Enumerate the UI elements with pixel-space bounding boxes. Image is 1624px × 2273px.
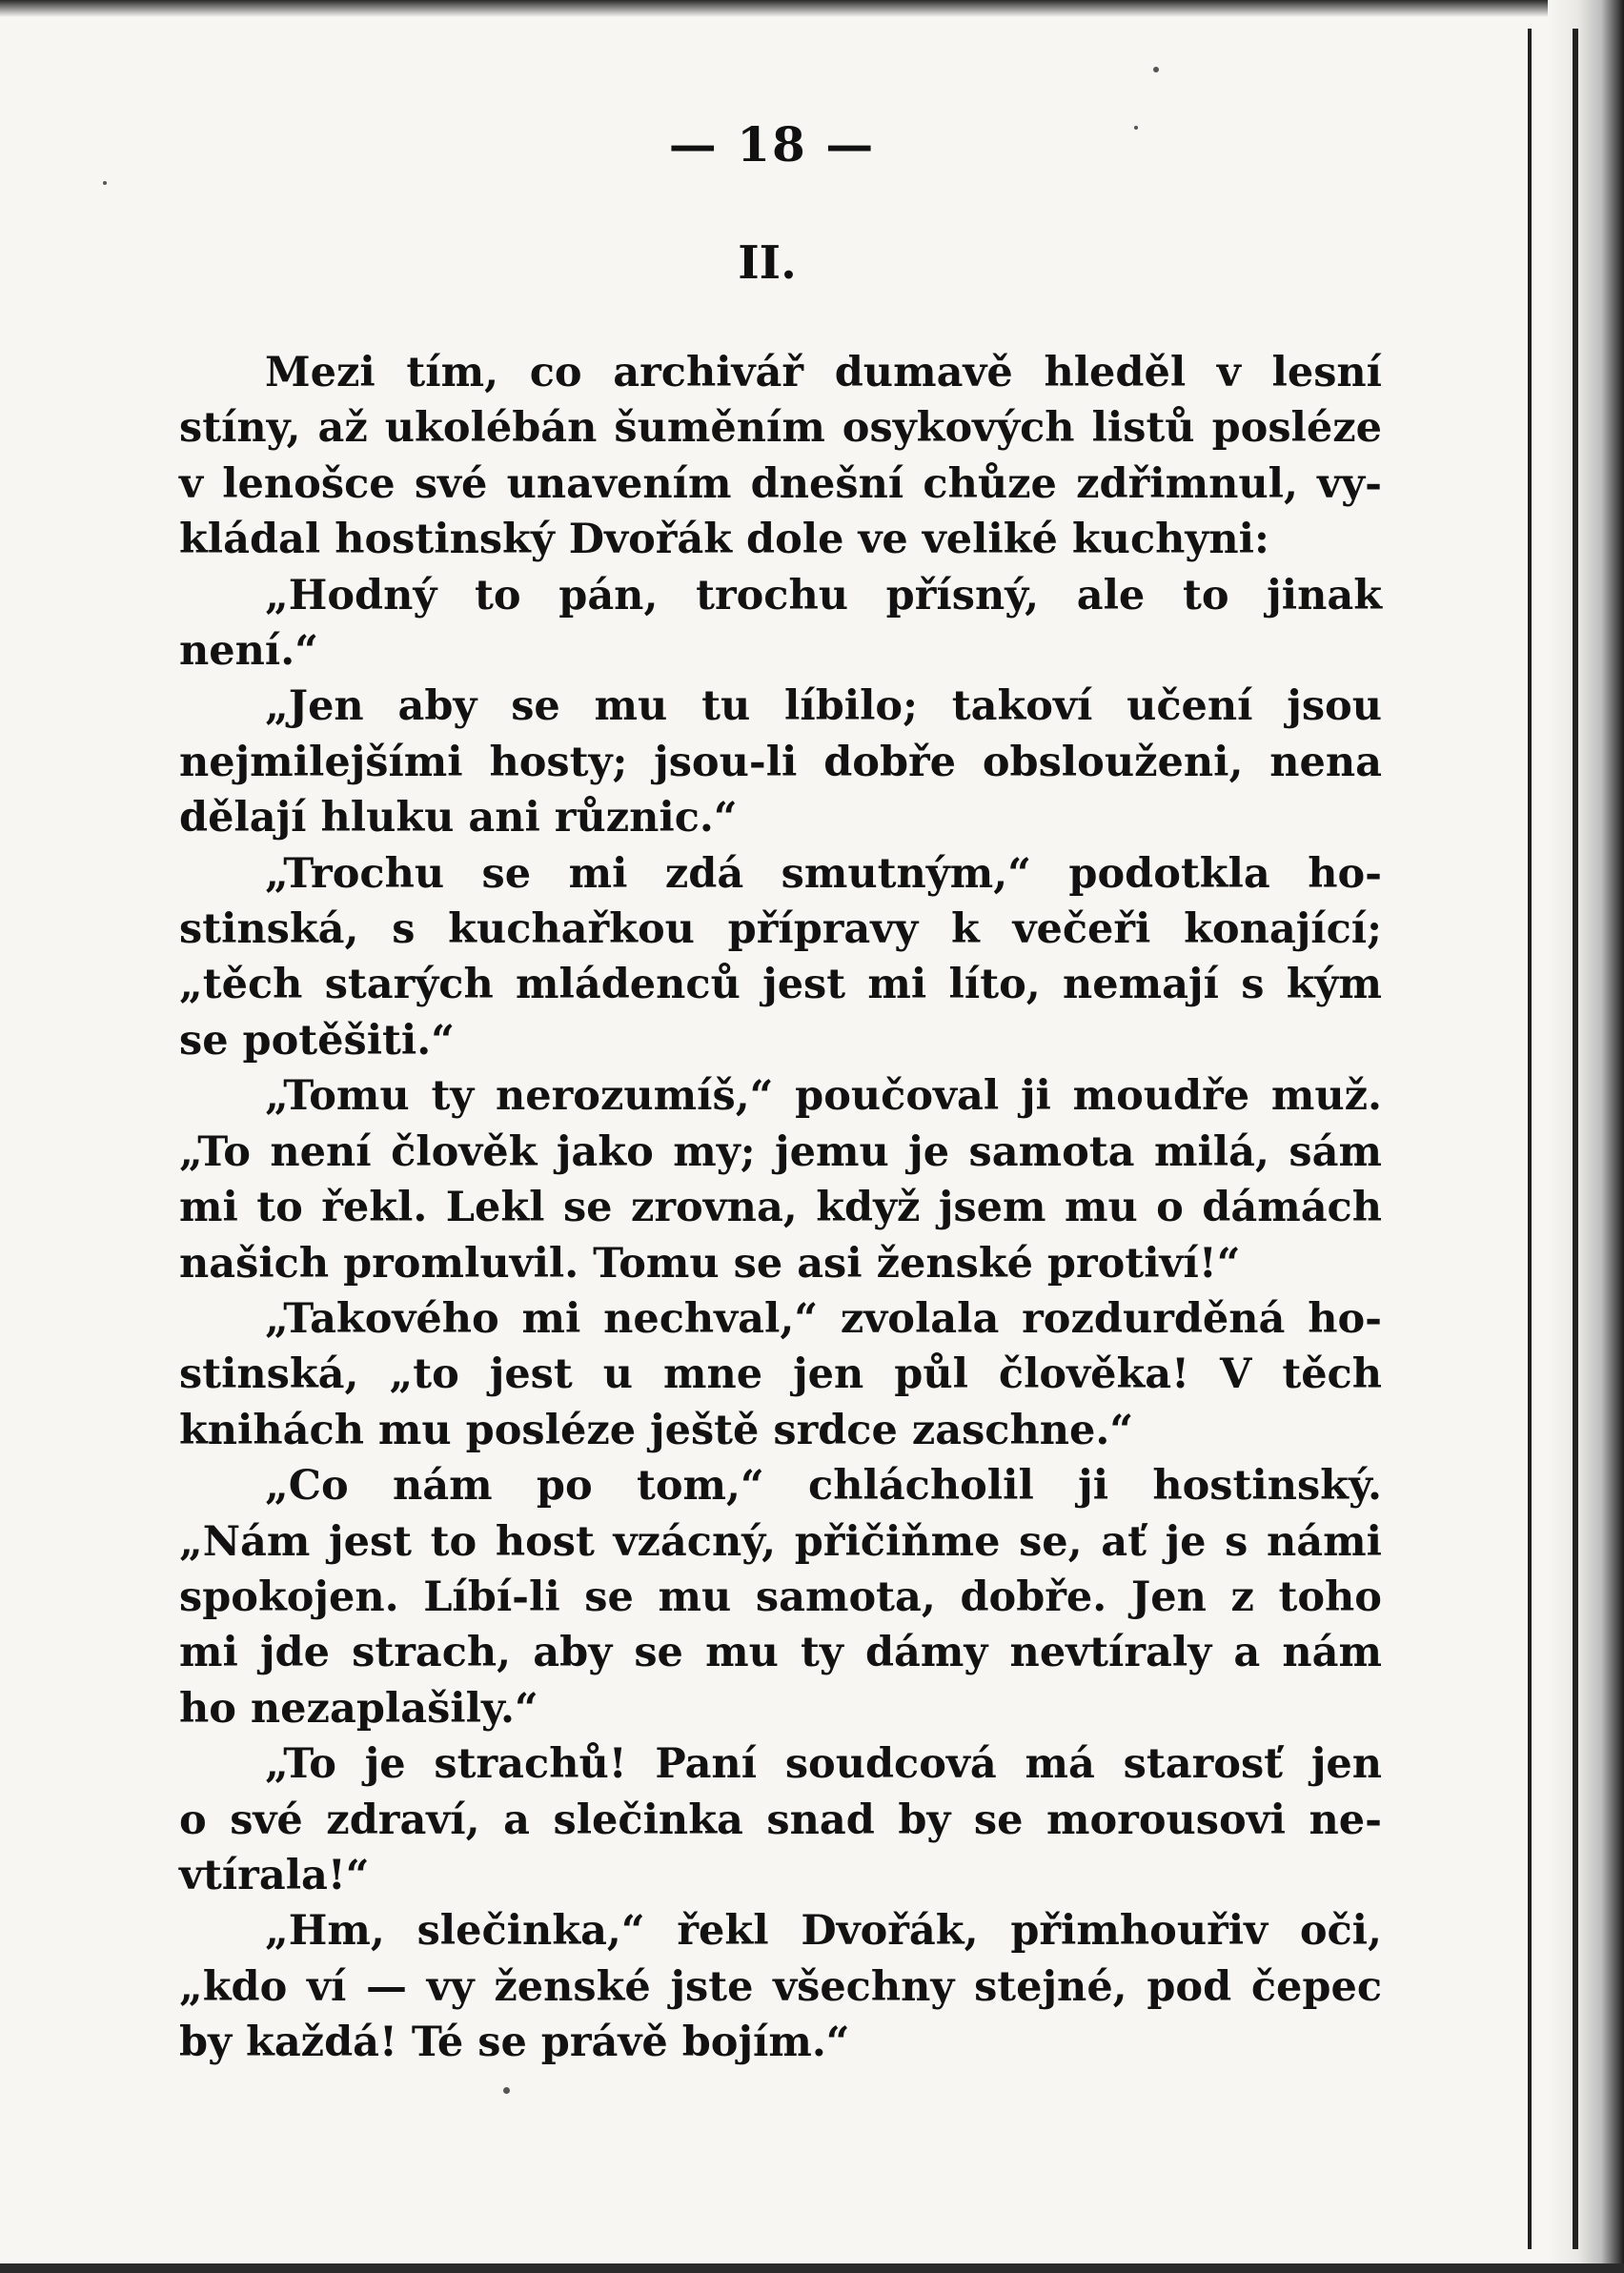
paragraph [179, 679, 1382, 845]
page-number: — 18 — [668, 116, 876, 173]
paragraph [179, 1068, 1382, 1291]
paragraph [179, 1458, 1382, 1736]
paragraph [179, 1291, 1382, 1458]
text-line: „Trochu se mi zdá smutným,“ podotkla ho- [265, 849, 1382, 898]
text-line: by každá! Té se právě bojím.“ [179, 2019, 850, 2067]
text-line: stíny, až ukolébán šuměním osykových listů posléze [179, 404, 1382, 453]
text-line: nejmilejšími hosty; jsou-li dobře obslouženi, nena [179, 738, 1382, 786]
text-line: Mezi tím, co archivář dumavě hleděl v lesní [265, 349, 1382, 396]
text-line: „Hm, slečinka,“ řekl Dvořák, přimhouřiv oči, [265, 1907, 1382, 1956]
text-line: „To není člověk jako my; jemu je samota milá, sám [179, 1127, 1382, 1176]
text-line: stinská, s kuchařkou přípravy k večeři konající; [179, 905, 1382, 954]
page-bottom-edge [0, 2263, 1624, 2273]
text-line: „Takového mi nechval,“ zvolala rozdurděná ho- [265, 1294, 1382, 1343]
text-line: „Jen aby se mu tu líbilo; takoví učení jsou [265, 682, 1382, 731]
text-line: vtírala!“ [179, 1851, 370, 1899]
body-text [179, 345, 1382, 2071]
text-line: ho nezaplašily.“ [179, 1684, 538, 1733]
text-line: „kdo ví — vy ženské jste všechny stejné, pod čepec [179, 1962, 1382, 2011]
text-line: spokojen. Líbí-li se mu samota, dobře. Jen z toho [179, 1573, 1382, 1621]
paragraph [179, 1903, 1382, 2070]
paragraph [179, 1736, 1382, 1903]
text-line: „Nám jest to host vzácný, přičiňme se, ať je s námi [179, 1517, 1382, 1566]
text-line: se potěšiti.“ [179, 1016, 455, 1065]
text-line: není.“ [179, 627, 318, 676]
text-line: v lenošce své unavením dnešní chůze zdřimnul, vy- [179, 459, 1382, 508]
text-line: stinská, „to jest u mne jen půl člověka! V těch [179, 1350, 1382, 1399]
text-line: dělají hluku ani různic.“ [179, 794, 738, 842]
text-line: našich promluvil. Tomu se asi ženské protiví!“ [179, 1239, 1241, 1288]
paragraph [179, 846, 1382, 1069]
text-line: „Co nám po tom,“ chlácholil ji hostinský. [265, 1462, 1382, 1511]
text-line: „To je strachů! Paní soudcová má starosť jen [265, 1740, 1382, 1789]
scan-speck [103, 181, 107, 185]
text-line: o své zdraví, a slečinka snad by se morousovi ne- [179, 1796, 1382, 1844]
chapter-title: II. [738, 236, 797, 290]
page-top-edge [0, 0, 1624, 17]
text-line: mi jde strach, aby se mu ty dámy nevtíraly a nám [179, 1629, 1382, 1677]
page-right-edge [1548, 0, 1624, 2273]
scan-speck [1153, 67, 1159, 72]
scan-rule [1573, 29, 1578, 2249]
text-line: knihách mu posléze ještě srdce zaschne.“ [179, 1406, 1134, 1454]
text-line: „Hodný to pán, trochu přísný, ale to jinak [265, 571, 1382, 619]
paragraph [179, 568, 1382, 680]
paragraph [179, 345, 1382, 568]
text-line: „Tomu ty nerozumíš,“ poučoval ji moudře muž. [265, 1072, 1382, 1121]
text-line: kládal hostinský Dvořák dole ve veliké kuchyni: [179, 516, 1269, 564]
scan-speck [503, 2087, 510, 2094]
text-line: „těch starých mládenců jest mi líto, nemají s kým [179, 961, 1382, 1009]
text-line: mi to řekl. Lekl se zrovna, když jsem mu o dámách [179, 1184, 1382, 1232]
scan-rule [1528, 29, 1532, 2249]
